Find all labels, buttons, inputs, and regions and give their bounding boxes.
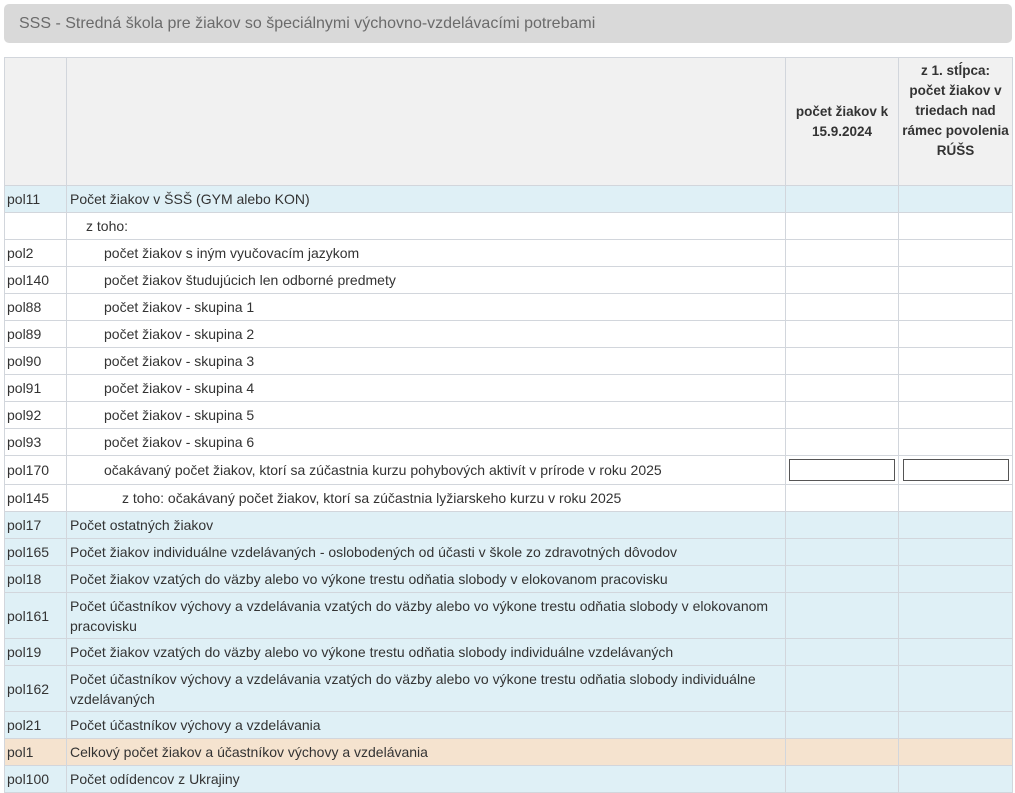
row-code: pol100 xyxy=(5,766,67,793)
value-cell xyxy=(786,485,899,512)
header-code-cell xyxy=(5,58,67,186)
value-cell xyxy=(786,321,899,348)
value-cell xyxy=(786,375,899,402)
row-code xyxy=(5,213,67,240)
value-cell xyxy=(899,666,1013,712)
value-cell xyxy=(899,712,1013,739)
row-label: počet žiakov - skupina 2 xyxy=(67,321,786,348)
value-cell xyxy=(786,739,899,766)
column-header-count: počet žiakov k 15.9.2024 xyxy=(786,58,899,186)
value-cell xyxy=(786,539,899,566)
row-code: pol11 xyxy=(5,186,67,213)
row-label: z toho: xyxy=(67,213,786,240)
row-code: pol162 xyxy=(5,666,67,712)
table-row xyxy=(5,267,1013,294)
value-cell xyxy=(786,593,899,639)
row-code: pol1 xyxy=(5,739,67,766)
row-label: počet žiakov - skupina 6 xyxy=(67,429,786,456)
value-cell xyxy=(899,739,1013,766)
value-cell xyxy=(899,402,1013,429)
table-row xyxy=(5,766,1013,793)
table-row xyxy=(5,639,1013,666)
row-label: Počet žiakov vzatých do väzby alebo vo výkone trestu odňatia slobody v elokovanom pracovisku xyxy=(67,566,786,593)
row-code: pol145 xyxy=(5,485,67,512)
value-cell xyxy=(786,429,899,456)
row-code: pol90 xyxy=(5,348,67,375)
column-header-over-limit: z 1. stĺpca: počet žiakov v triedach nad rámec povolenia RÚŠS xyxy=(899,58,1013,186)
value-cell xyxy=(899,294,1013,321)
row-label: Počet žiakov v ŠSŠ (GYM alebo KON) xyxy=(67,186,786,213)
row-label: počet žiakov študujúcich len odborné predmety xyxy=(67,267,786,294)
table-row xyxy=(5,566,1013,593)
table-row xyxy=(5,240,1013,267)
row-label: očakávaný počet žiakov, ktorí sa zúčastnia kurzu pohybových aktivít v prírode v roku 2025 xyxy=(67,456,786,485)
value-cell xyxy=(786,566,899,593)
row-label: Počet účastníkov výchovy a vzdelávania xyxy=(67,712,786,739)
row-label: Počet žiakov vzatých do väzby alebo vo výkone trestu odňatia slobody individuálne vzdelávaných xyxy=(67,639,786,666)
row-code: pol140 xyxy=(5,267,67,294)
value-cell xyxy=(899,348,1013,375)
table-row xyxy=(5,712,1013,739)
row-label: počet žiakov s iným vyučovacím jazykom xyxy=(67,240,786,267)
value-cell xyxy=(786,512,899,539)
value-cell xyxy=(899,429,1013,456)
value-cell xyxy=(786,348,899,375)
header-label-cell xyxy=(67,58,786,186)
row-code: pol88 xyxy=(5,294,67,321)
value-cell xyxy=(786,712,899,739)
table-row xyxy=(5,539,1013,566)
value-cell xyxy=(899,375,1013,402)
table-row xyxy=(5,485,1013,512)
value-cell xyxy=(899,321,1013,348)
table-row xyxy=(5,375,1013,402)
table-row xyxy=(5,593,1013,639)
value-cell xyxy=(899,485,1013,512)
value-cell xyxy=(786,213,899,240)
table-row xyxy=(5,512,1013,539)
value-cell xyxy=(899,639,1013,666)
pol170-count-input[interactable] xyxy=(789,459,895,481)
table-header-row xyxy=(5,58,1013,186)
table-row xyxy=(5,429,1013,456)
row-label: Počet účastníkov výchovy a vzdelávania vzatých do väzby alebo vo výkone trestu odňatia slobody individuálne vzdelávaných xyxy=(67,666,786,712)
table-row-total xyxy=(5,739,1013,766)
table-row xyxy=(5,294,1013,321)
value-cell xyxy=(899,213,1013,240)
value-cell xyxy=(899,456,1013,485)
value-cell xyxy=(786,402,899,429)
row-label: z toho: očakávaný počet žiakov, ktorí sa zúčastnia lyžiarskeho kurzu v roku 2025 xyxy=(67,485,786,512)
row-code: pol19 xyxy=(5,639,67,666)
table-row xyxy=(5,456,1013,485)
row-label: Počet žiakov individuálne vzdelávaných - oslobodených od účasti v škole zo zdravotných dôvodov xyxy=(67,539,786,566)
row-code: pol89 xyxy=(5,321,67,348)
row-label: Počet odídencov z Ukrajiny xyxy=(67,766,786,793)
section-title: SSS - Stredná škola pre žiakov so špeciálnymi výchovno-vzdelávacími potrebami xyxy=(4,4,1012,43)
value-cell xyxy=(786,639,899,666)
table-row xyxy=(5,402,1013,429)
row-label: počet žiakov - skupina 5 xyxy=(67,402,786,429)
row-label: počet žiakov - skupina 3 xyxy=(67,348,786,375)
data-table xyxy=(4,57,1013,793)
value-cell xyxy=(786,240,899,267)
row-code: pol21 xyxy=(5,712,67,739)
value-cell xyxy=(899,512,1013,539)
value-cell xyxy=(899,240,1013,267)
pol170-over-limit-input[interactable] xyxy=(903,459,1009,481)
row-label: Počet účastníkov výchovy a vzdelávania vzatých do väzby alebo vo výkone trestu odňatia slobody v elokovanom pracovisku xyxy=(67,593,786,639)
value-cell xyxy=(899,593,1013,639)
table-row xyxy=(5,321,1013,348)
table-row xyxy=(5,666,1013,712)
row-code: pol165 xyxy=(5,539,67,566)
value-cell xyxy=(786,186,899,213)
value-cell xyxy=(899,186,1013,213)
value-cell xyxy=(899,539,1013,566)
row-code: pol93 xyxy=(5,429,67,456)
row-label: počet žiakov - skupina 4 xyxy=(67,375,786,402)
value-cell xyxy=(786,456,899,485)
value-cell xyxy=(899,566,1013,593)
row-code: pol92 xyxy=(5,402,67,429)
row-label: Celkový počet žiakov a účastníkov výchovy a vzdelávania xyxy=(67,739,786,766)
value-cell xyxy=(899,766,1013,793)
value-cell xyxy=(786,267,899,294)
row-label: Počet ostatných žiakov xyxy=(67,512,786,539)
row-label: počet žiakov - skupina 1 xyxy=(67,294,786,321)
row-code: pol2 xyxy=(5,240,67,267)
table-row xyxy=(5,186,1013,213)
value-cell xyxy=(786,766,899,793)
table-row xyxy=(5,348,1013,375)
row-code: pol17 xyxy=(5,512,67,539)
value-cell xyxy=(786,666,899,712)
row-code: pol91 xyxy=(5,375,67,402)
row-code: pol18 xyxy=(5,566,67,593)
row-code: pol161 xyxy=(5,593,67,639)
value-cell xyxy=(899,267,1013,294)
row-code: pol170 xyxy=(5,456,67,485)
table-row xyxy=(5,213,1013,240)
value-cell xyxy=(786,294,899,321)
